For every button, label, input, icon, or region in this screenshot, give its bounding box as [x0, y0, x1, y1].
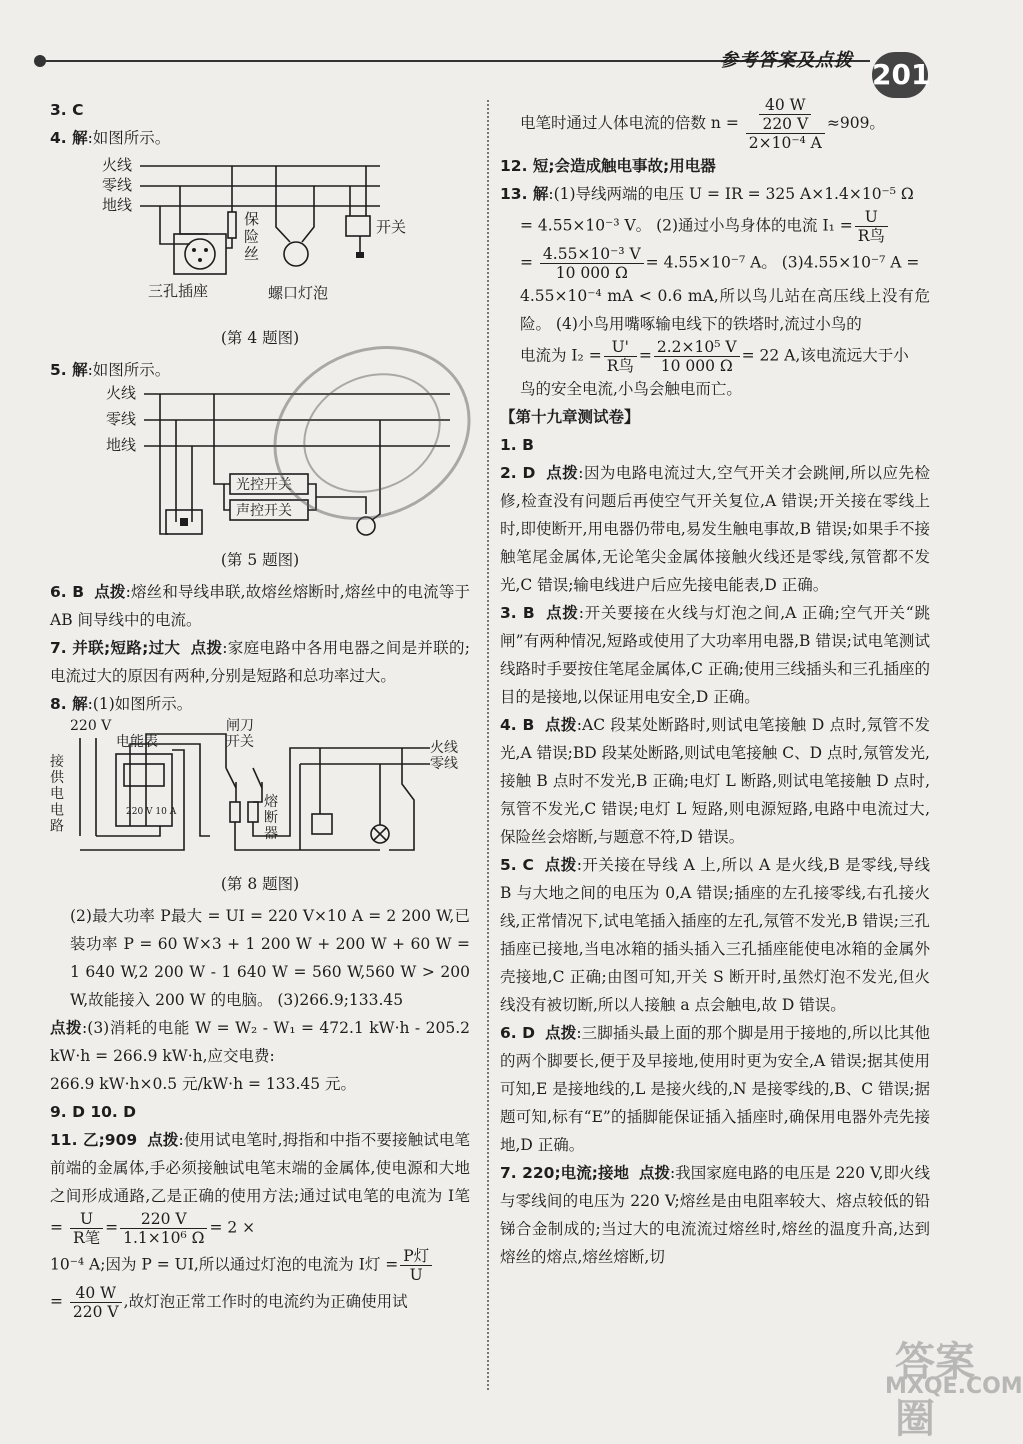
- watermark-logo-text: 答案圈: [895, 1339, 975, 1442]
- answer-4: [50, 124, 470, 152]
- fig5-light-switch-label: 光控开关: [236, 477, 292, 493]
- answer-11: 11. 乙;909 点拨:使用试电笔时,拇指和中指不要接触试电笔前端的金属体,手必须接触试电笔末端的金属体,使电源和大地之间形成通路,乙是正确的使用方法;通过试电笔的电流为 I笔 = $\frac{U}{\text{R笔}}$ = $\frac{220 V}{\text{1.1×10⁶ Ω}}$ = 2 ×: [50, 1131, 470, 1247]
- answer-7-tag: 点拨: [190, 639, 223, 657]
- answer-8: [50, 690, 470, 718]
- fraction-bird-current: $\frac{\text{4.55×10⁻³ V}}{10 000 \Omega}$: [540, 245, 644, 282]
- fig8-socket-box: [312, 814, 332, 834]
- fig8-fuse-label: 熔断器: [264, 794, 278, 843]
- right-column: [500, 96, 930, 1271]
- answer-9-10: 9. D 10. D: [50, 1103, 137, 1121]
- figure-4-circuit: [50, 152, 450, 322]
- fig5-neutral-label: 零线: [106, 410, 137, 428]
- answer-4-head: 4. 解: [50, 129, 88, 147]
- fig4-bulb-symbol: [284, 242, 308, 266]
- fig5-ground-label: 地线: [106, 436, 137, 454]
- answer-7-head: 7. 并联;短路;过大: [50, 639, 181, 657]
- fraction-p-over-u: $\frac{\text{P灯}}{U}$: [400, 1247, 432, 1284]
- fig4-live-label: 火线: [102, 156, 133, 174]
- fig5-sound-switch-label: 声控开关: [236, 503, 292, 519]
- answer-8-note: [50, 1014, 470, 1070]
- answer-8-part3: :(3)消耗的电能 W = W₂ - W₁ = 472.1 kW·h - 205.2 kW·h = 266.9 kW·h,应交电费:: [50, 1019, 470, 1065]
- answer-8-tag: 点拨: [50, 1019, 83, 1037]
- page-number: 201: [872, 52, 928, 98]
- figure-4-caption: (第 4 题图): [220, 329, 300, 347]
- fig8-voltage-label: 220 V: [70, 718, 112, 734]
- answer-11-tag: 点拨: [147, 1131, 179, 1149]
- answer-8-head: 8. 解: [50, 695, 88, 713]
- answer-8-text: :(1)如图所示。: [87, 695, 193, 713]
- test-answer-4: 4. B 点拨:AC 段某处断路时,则试电笔接触 D 点时,氖管不发光,A 错误;BD 段某处断路,则试电笔接触 C、D 点时,氖管发光,接触 B 点时不发光,B 正确;电灯 L 断路,则试电笔接触 D 点时,氖管不发光,C 错误;电灯 L 短路,则电源短路,电路中电流过大,保险丝会熔断,与题意不符,D 错误。: [500, 716, 930, 846]
- answer-4-text: :如图所示。: [87, 129, 171, 147]
- answer-13-line4: 4.55×10⁻⁴ mA < 0.6 mA,所以鸟儿站在高压线上没有危险。 (4)小鸟用嘴啄输电线下的铁塔时,流过小鸟的: [520, 287, 930, 333]
- fraction-tower-current: $\frac{\text{2.2×10⁵ V}}{10 000 \Omega}$: [654, 338, 740, 375]
- fig4-fuse-label: 保险丝: [244, 210, 260, 263]
- answer-13-line5: 电流为 I₂ = $\frac{U'}{\text{R鸟}}$ = $\frac{\text{2.2×10⁵ V}}{10 000 \Omega}$ = 22 A,该电流远大于小: [520, 338, 909, 375]
- figure-8-circuit: [50, 718, 460, 868]
- answer-11-line2: 10⁻⁴ A;因为 P = UI,所以通过灯泡的电流为 I灯 = $\frac{\text{P灯}}{U}$: [50, 1247, 470, 1284]
- answer-7: [50, 634, 470, 690]
- fraction-40w-220v: $\frac{40 W}{220 V}$: [70, 1284, 122, 1321]
- test-answer-6: 6. D 点拨:三脚插头最上面的那个脚是用于接地的,所以比其他的两个脚要长,便于及早接地,使用时更为安全,A 错误;据其使用可知,E 是接地线的,L 是接火线的,N 是接零线的,B、C 错误;据题可知,标有“E”的插脚能保证插入插座时,确保用电器外壳先接地,D 正确。: [500, 1024, 930, 1154]
- answer-13-head: 13. 解: [500, 185, 549, 203]
- fig5-live-label: 火线: [106, 384, 137, 402]
- fig4-switch-symbol: [346, 216, 370, 236]
- stamp-watermark: [262, 338, 482, 528]
- answer-11-line3: = $\frac{40 W}{220 V}$ ,故灯泡正常工作时的电流约为正确使用试: [50, 1284, 408, 1321]
- watermark-url: MXQE.COM: [885, 1374, 1023, 1399]
- fig4-bulb-label: 螺口灯泡: [268, 284, 329, 302]
- figure-5-caption: (第 5 题图): [220, 551, 300, 569]
- test-answer-7: 7. 220;电流;接地 点拨:我国家庭电路的电压是 220 V,即火线与零线间的电压为 220 V;熔丝是由电阻率较大、熔点较低的铅锑合金制成的;当过大的电流流过熔丝时,熔丝的温度升高,达到熔丝的熔点,熔丝熔断,切: [500, 1164, 930, 1266]
- answer-12: 12. 短;会造成触电事故;用电器: [500, 157, 716, 175]
- fig4-fuse-symbol: [228, 212, 236, 238]
- fig4-switch-label: 开关: [376, 218, 407, 236]
- fig8-meter-label: 电能表: [116, 734, 158, 750]
- answer-13-line6: 鸟的安全电流,小鸟会触电而亡。: [520, 380, 742, 398]
- fig4-ground-label: 地线: [102, 196, 133, 214]
- fraction-multiple: $\frac{\frac{40 W}{220 V}}{\text{2×10⁻⁴ A}}$: [746, 96, 825, 152]
- column-divider: [487, 100, 489, 1390]
- header-title: 参考答案及点拨: [720, 50, 853, 71]
- answer-5-text: :如图所示。: [87, 361, 171, 379]
- fig8-knife-switch-label: 闸刀开关: [226, 718, 254, 751]
- test-answer-5: 5. C 点拨:开关接在导线 A 上,所以 A 是火线,B 是零线,导线 B 与大地之间的电压为 0,A 错误;插座的左孔接零线,右孔接火线,正常情况下,试电笔插入插座的左孔,氖管不发光,B 错误;三孔插座已接地,当电冰箱的插头插入三孔插座能使电冰箱的金属外壳接地,C 正确;由图可知,开关 S 断开时,虽然灯泡不发光,但火线没有被切断,所以人接触 a 点会触电,故 D 错误。: [500, 856, 930, 1014]
- fig4-socket-box: [174, 234, 226, 274]
- fig8-supply-label: 接供电电路: [50, 754, 64, 835]
- answer-13-line2: = 4.55×10⁻³ V。 (2)通过小鸟身体的电流 I₁ = $\frac{U}{\text{R鸟}}$: [500, 208, 930, 245]
- answer-8-part4: 266.9 kW·h×0.5 元/kW·h = 133.45 元。: [50, 1075, 357, 1093]
- fig4-neutral-label: 零线: [102, 176, 133, 194]
- answer-11-text: :使用试电笔时,拇指和中指不要接触试电笔前端的金属体,手必须接触试电笔末端的金属体,使电源和大地之间形成通路,乙是正确的使用方法;通过试电笔的电流为 I笔 =: [50, 1131, 470, 1237]
- test-answer-3: 3. B 点拨:开关要接在火线与灯泡之间,A 正确;空气开关“跳闸”有两种情况,短路或使用了大功率用电器,B 错误;试电笔测试线路时手要按住笔尾金属体,C 正确;使用三线插头和三孔插座的目的是接地,以保证用电安全,D 正确。: [500, 604, 931, 706]
- answer-6-text: :熔丝和导线串联,故熔丝熔断时,熔丝中的电流等于 AB 间导线中的电流。: [50, 583, 470, 629]
- answer-6-head: 6. B: [50, 583, 85, 601]
- fig8-live-label: 火线: [430, 740, 458, 756]
- fraction-current-pen: $\frac{220 V}{\text{1.1×10⁶ Ω}}$: [120, 1210, 207, 1247]
- section-title: 【第十九章测试卷】: [500, 408, 640, 426]
- test-answer-1: 1. B: [500, 436, 534, 454]
- fig8-neutral-label: 零线: [430, 756, 458, 772]
- answer-7-text: :家庭电路中各用电器之间是并联的;电流过大的原因有两种,分别是短路和总功率过大。: [50, 639, 470, 685]
- answer-6-tag: 点拨: [94, 583, 126, 601]
- answer-13: 13. 解:(1)导线两端的电压 U = IR = 325 A×1.4×10⁻⁵ Ω: [500, 185, 914, 203]
- answer-6: [50, 578, 470, 634]
- figure-8-caption: (第 8 题图): [220, 875, 300, 893]
- site-watermark: [885, 1330, 1023, 1444]
- left-column: [50, 96, 470, 1321]
- test-answer-2: 2. D 点拨:因为电路电流过大,空气开关才会跳闸,所以应先检修,检查没有问题后再使空气开关复位,A 错误;开关接在零线上时,即使断开,用电器仍带电,易发生触电事故,B 错误;如果手不接触笔尾金属体,无论笔尖金属体接触火线还是零线,氖管都不发光,C 错误;输电线进户后应先接电能表,D 正确。: [500, 464, 930, 594]
- fig4-socket-label: 三孔插座: [148, 282, 209, 300]
- answer-5-head: 5. 解: [50, 361, 88, 379]
- answer-13-line3: = $\frac{\text{4.55×10⁻³ V}}{10 000 \Omega}$ = 4.55×10⁻⁷ A。 (3)4.55×10⁻⁷ A =: [520, 245, 920, 282]
- fig8-meter-rating: 220 V 10 A: [126, 807, 177, 817]
- answer-8-part2: (2)最大功率 P最大 = UI = 220 V×10 A = 2 200 W,已装功率 P = 60 W×3 + 1 200 W + 200 W + 60 W = 1 640 W,2 200 W - 1 640 W = 560 W,560 W > 200 W,故能接入 200 W 的电脑。 (3)266.9;133.45: [70, 907, 470, 1009]
- fraction-u-over-r: $\frac{U}{\text{R笔}}$: [70, 1210, 103, 1247]
- fraction-uprime-over-r: $\frac{U'}{\text{R鸟}}$: [604, 338, 637, 375]
- answer-3: 3. C: [50, 101, 84, 119]
- fig4-socket-symbol: [185, 239, 215, 269]
- fraction-u-over-rbird: $\frac{U}{\text{R鸟}}$: [855, 208, 888, 245]
- answer-11-head: 11. 乙;909: [50, 1131, 138, 1149]
- answer-11-continued: 电笔时通过人体电流的倍数 n = $\frac{\frac{40 W}{220 V}}{\text{2×10⁻⁴ A}}$ ≈909。: [520, 96, 885, 152]
